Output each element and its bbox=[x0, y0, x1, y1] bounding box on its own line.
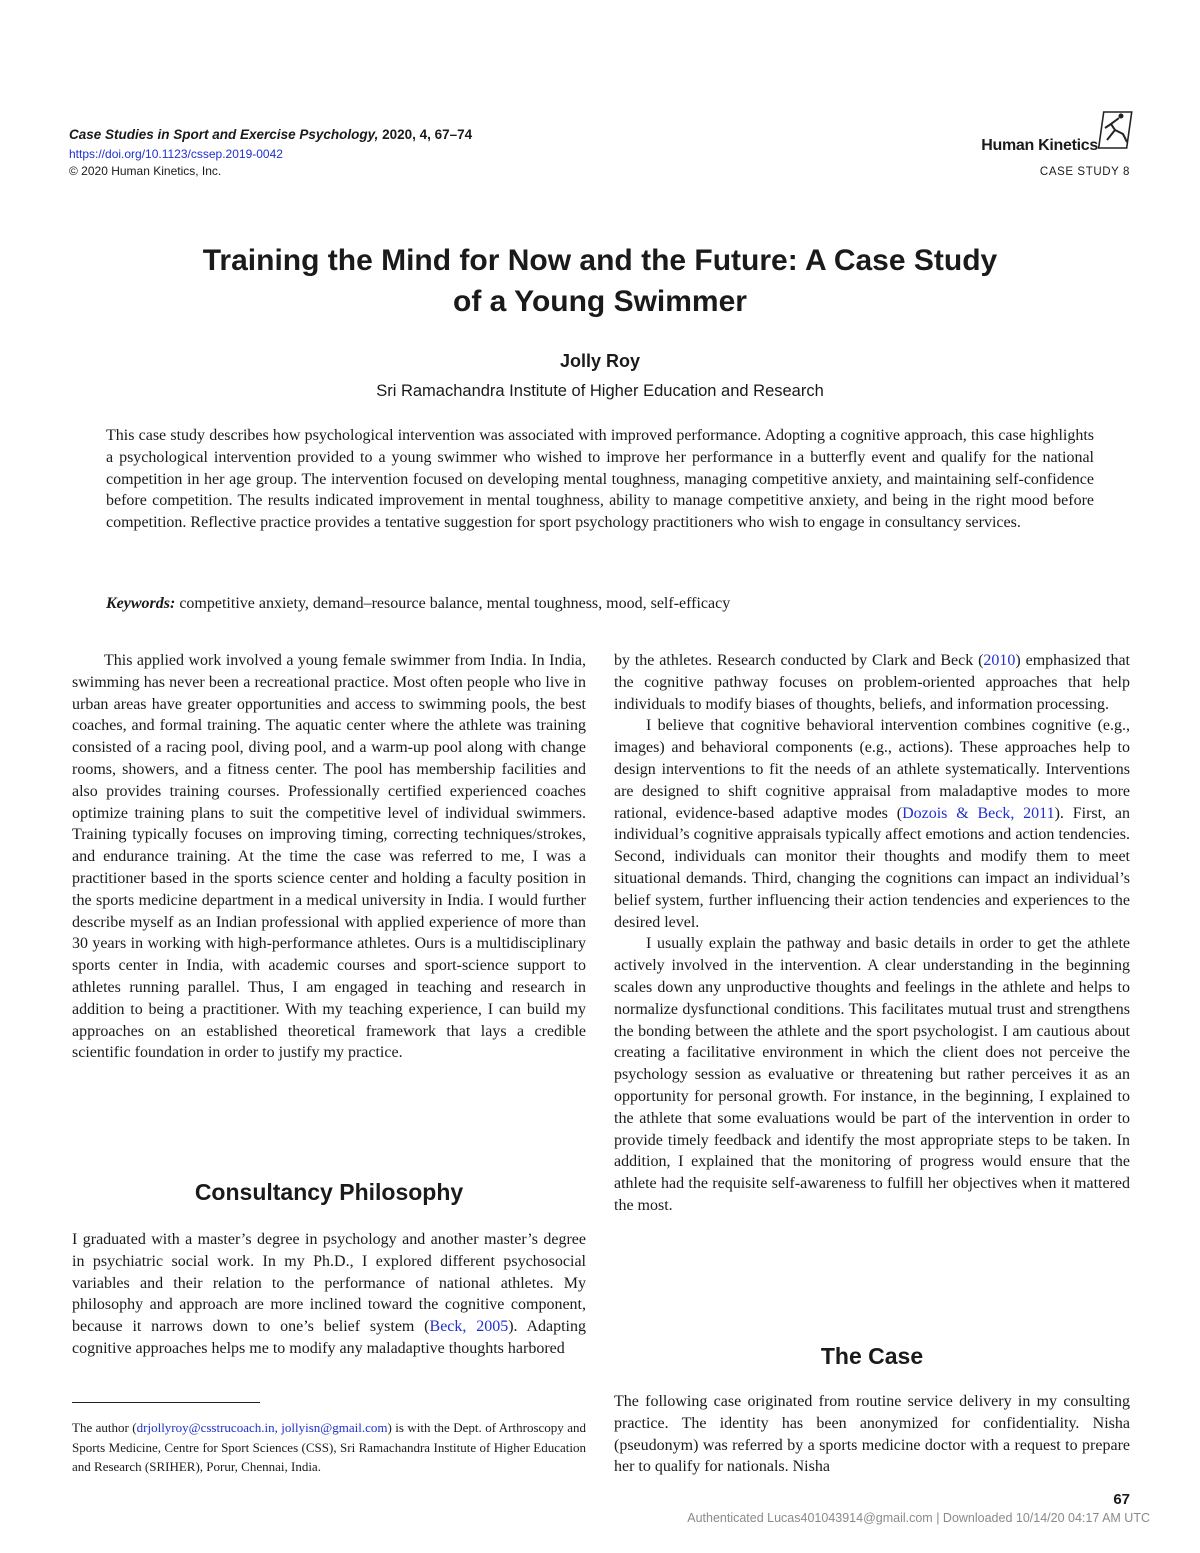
footnote-divider bbox=[72, 1402, 260, 1403]
doi-link[interactable]: https://doi.org/10.1123/cssep.2019-0042 bbox=[69, 147, 283, 161]
right-column-case bbox=[614, 1391, 1130, 1478]
journal-name: Case Studies in Sport and Exercise Psychology, bbox=[69, 127, 379, 142]
title-line-1: Training the Mind for Now and the Future: A Case Study bbox=[202, 244, 998, 277]
download-watermark: Authenticated Lucas401043914@gmail.com | Downloaded 10/14/20 04:17 AM UTC bbox=[687, 1511, 1150, 1525]
right-column bbox=[614, 650, 1130, 1217]
article-title bbox=[100, 240, 1100, 322]
right-paragraph-3: I usually explain the pathway and basic details in order to get the athlete actively involved in the intervention. A clear understanding in the beginning scales down any unproductive thoughts and feelings in the athlete and helps to normalize dysfunctional conditions. This facilitates mutual trust and strengthens the bonding between the athlete and the sport psychologist. I am cautious about creating a facilitative environment in which the client does not perceive the psychology session as evaluative or threatening but rather perceives it as an opportunity for personal growth. For instance, in the beginning, I explained to the athlete that some evaluations would be part of the intervention in order to provide timely feedback and identify the most appropriate steps to be taken. In addition, I explained that the monitoring of progress would ensure that the athlete had the requisite self-awareness to fulfill her objectives when it mattered the most. bbox=[614, 935, 1130, 1214]
right-paragraph-2 bbox=[614, 715, 1130, 933]
citation-clark-beck-2010[interactable]: 2010 bbox=[983, 652, 1016, 669]
right-p1-text-b: ) emphasized that the cognitive pathway focuses on problem-oriented approaches that help individuals to modify biases of thoughts, beliefs, and information processing. bbox=[614, 652, 1130, 713]
right-p2-text-b: ). First, an individual’s cognitive appraisals typically affect emotions and action tendencies. Second, individuals can monitor their thoughts and modify them to meet situational demands. Third, changing the cognitions can impact an individual’s belief system, further influencing their action tendencies and experiences to the desired level. bbox=[614, 804, 1130, 931]
keywords-list: competitive anxiety, demand–resource balance, mental toughness, mood, self-efficacy bbox=[175, 595, 731, 612]
consultancy-paragraph bbox=[72, 1229, 586, 1360]
footnote-text-b: ) is with the Dept. of Arthroscopy and Sports Medicine, Centre for Sport Sciences (CSS), Sri Ramachandra Institute of Higher Education and Research (SRIHER), Porur, Chennai, India. bbox=[72, 1420, 586, 1474]
citation-beck-2005[interactable]: Beck, 2005 bbox=[429, 1318, 509, 1336]
left-column-consultancy bbox=[72, 1229, 586, 1360]
section-heading-consultancy: Consultancy Philosophy bbox=[194, 1179, 464, 1205]
publisher-name: Human Kinetics bbox=[981, 137, 1098, 154]
article-type-label: CASE STUDY 8 bbox=[1039, 166, 1130, 178]
author-affiliation: Sri Ramachandra Institute of Higher Education and Research bbox=[376, 382, 824, 400]
title-line-2: of a Young Swimmer bbox=[453, 285, 747, 318]
right-p1-text-a: by the athletes. Research conducted by Clark and Beck ( bbox=[614, 652, 984, 669]
consultancy-text-a: I graduated with a master’s degree in psychology and another master’s degree in psychiatric social work. In my Ph.D., I explored different psychosocial variables and their relation to the performance of national athletes. My philosophy and approach are more inclined toward the cognitive component, because it narrows down to one’s belief system ( bbox=[72, 1231, 586, 1336]
section-heading-the-case: The Case bbox=[820, 1343, 924, 1369]
keywords-label: Keywords: bbox=[106, 595, 176, 612]
right-p2-text-a: I believe that cognitive behavioral intervention combines cognitive (e.g., images) and behavioral components (e.g., actions). These approaches help to design interventions to fit the needs of an athlete systematically. Interventions are designed to shift cognitive appraisal from maladaptive modes to more rational, evidence-based adaptive modes ( bbox=[614, 717, 1130, 822]
intro-paragraph: This applied work involved a young female swimmer from India. In India, swimming has never been a recreational practice. Most often people who live in urban areas have greater opportunities and access to swimming pools, the best coaches, and formal training. The aquatic center where the athlete was training consisted of a racing pool, diving pool, and a warm-up pool along with change rooms, showers, and a fitness center. The pool has membership facilities and also provides training courses. Professionally certified experienced coaches optimize training plans to suit the competitive level of individual swimmers. Training typically focuses on improving timing, correcting techniques/strokes, and endurance training. At the time the case was referred to me, I was a practitioner based in the sports science center and holding a faculty position in the sports medicine department in a medical university in India. I would further describe myself as an Indian professional with applied experience of more than 30 years in working with high-performance athletes. Ours is a multidisciplinary sports center in India, with academic courses and sport-science support to athletes running parallel. Thus, I am engaged in teaching and research in addition to being a practitioner. With my teaching experience, I can build my approaches on an established theoretical framework that lays a credible scientific foundation in order to justify my practice. bbox=[72, 652, 586, 1062]
journal-citation bbox=[69, 127, 472, 142]
copyright-line: © 2020 Human Kinetics, Inc. bbox=[69, 164, 222, 178]
consultancy-text-b: ). Adapting cognitive approaches helps me to modify any maladaptive thoughts harbored bbox=[72, 1318, 587, 1357]
footnote-text-a: The author ( bbox=[72, 1420, 137, 1435]
author-email-links[interactable]: drjollyroy@csstrucoach.in, jollyisn@gmail.com bbox=[136, 1420, 388, 1435]
page-number: 67 bbox=[1113, 1491, 1130, 1508]
citation-dozois-beck-2011[interactable]: Dozois & Beck, 2011 bbox=[902, 804, 1055, 822]
abstract: This case study describes how psychological intervention was associated with improved performance. Adopting a cognitive approach, this case highlights a psychological intervention provided to a young swimmer who wished to improve her performance in a butterfly event and qualify for the national competition in her age group. The intervention focused on developing mental toughness, managing competitive anxiety, and maintaining self-confidence before competition. The results indicated improvement in mental toughness, ability to manage competitive anxiety, and being in the right mood before competition. Reflective practice provides a tentative suggestion for sport psychology practitioners who wish to engage in consultancy services. bbox=[106, 427, 1094, 532]
right-paragraph-1 bbox=[614, 650, 1130, 715]
case-paragraph: The following case originated from routine service delivery in my consulting practice. The identity has been anonymized for confidentiality. Nisha (pseudonym) was referred by a sports medicine doctor with a request to prepare her to qualify for nationals. Nisha bbox=[614, 1393, 1130, 1476]
author-footnote bbox=[72, 1418, 586, 1477]
left-column-intro bbox=[72, 650, 586, 1064]
publisher-logo-icon bbox=[1097, 110, 1133, 152]
keywords-line bbox=[106, 595, 1094, 613]
journal-volume-pages: 2020, 4, 67–74 bbox=[378, 127, 473, 142]
author-name: Jolly Roy bbox=[559, 351, 641, 371]
